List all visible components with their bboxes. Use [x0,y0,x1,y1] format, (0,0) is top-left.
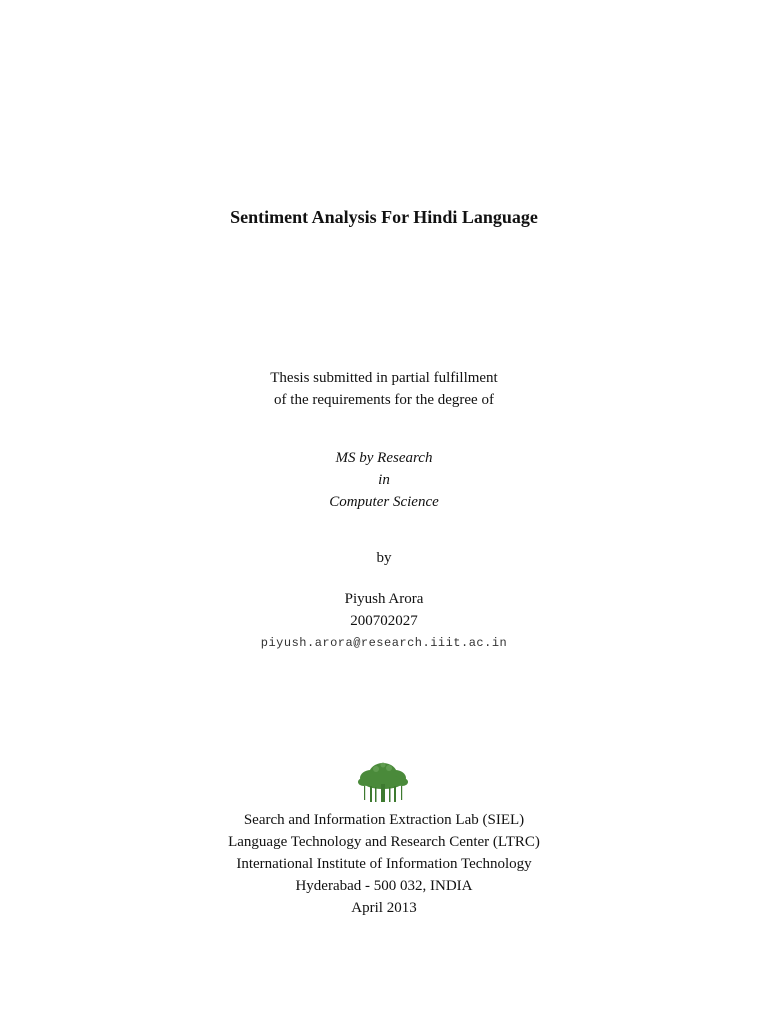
submission-line-2: of the requirements for the degree of [274,392,494,408]
degree-field: Computer Science [329,494,439,510]
by-label: by [376,550,392,566]
degree-connector: in [378,472,390,488]
lab-name: Search and Information Extraction Lab (SIEL) [243,812,525,828]
submission-line-1: Thesis submitted in partial fulfillment [270,370,498,386]
thesis-title: Sentiment Analysis For Hindi Language [230,207,538,227]
tree-icon [356,760,410,804]
center-name: Language Technology and Research Center (LTRC) [228,834,540,850]
author-email: piyush.arora@research.iiit.ac.in [260,636,508,650]
institute-address: Hyderabad - 500 032, INDIA [295,878,473,894]
author-name: Piyush Arora [344,591,424,607]
author-roll-number: 200702027 [350,613,418,629]
institute-name: International Institute of Information Technology [236,856,532,872]
degree-name: MS by Research [335,450,433,466]
submission-date: April 2013 [351,900,417,916]
